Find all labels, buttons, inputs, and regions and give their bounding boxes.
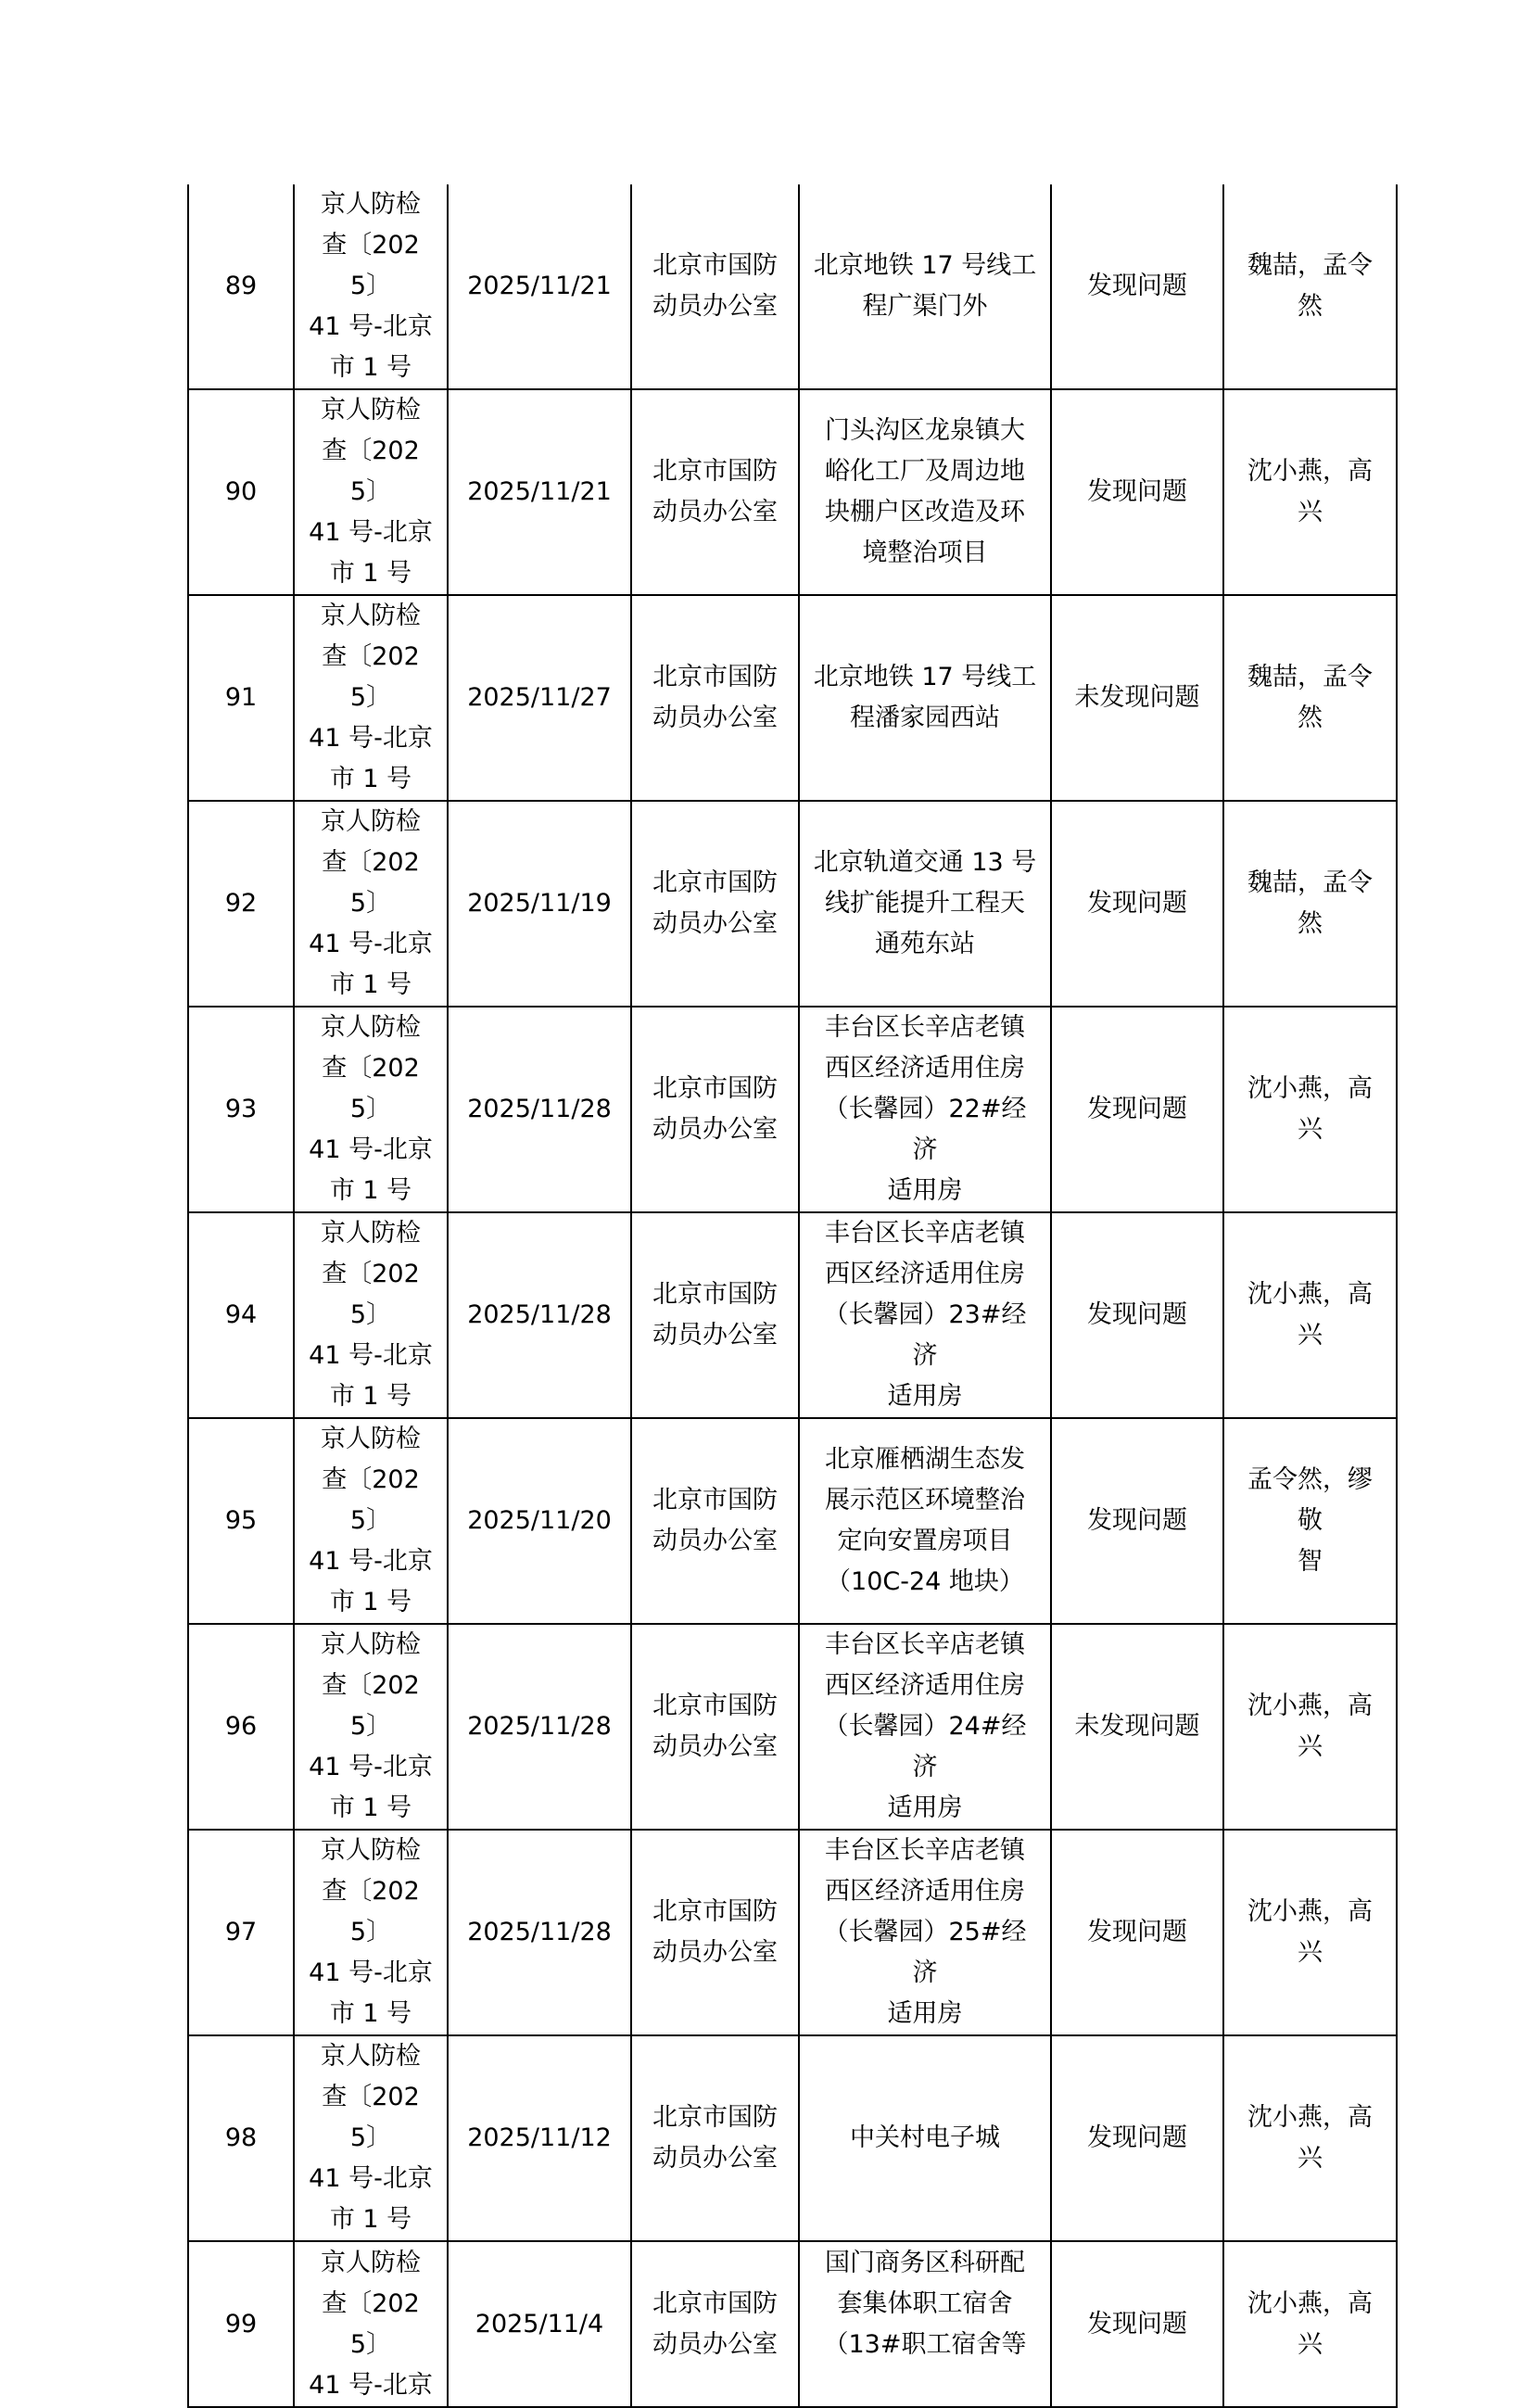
document-number-line: 41 号-北京 — [309, 2371, 433, 2400]
document-number-line: 查〔2025〕 — [322, 437, 420, 506]
inspection-records-table — [187, 184, 1398, 2408]
document-number-line: 京人防检 — [321, 2042, 421, 2071]
organization-line: 北京市国防 — [652, 868, 778, 897]
table-row — [188, 595, 1397, 801]
document-number-cell — [294, 1212, 448, 1418]
project-name-cell — [799, 801, 1051, 1007]
project-name-line: 北京地铁 17 号线工 — [813, 251, 1037, 280]
inspectors-line: 沈小燕，高兴 — [1247, 2103, 1373, 2173]
document-number-line: 市 1 号 — [329, 1793, 412, 1822]
organization-cell — [631, 2241, 799, 2407]
project-name-cell — [799, 1624, 1051, 1830]
document-number-line: 市 1 号 — [329, 1176, 412, 1205]
project-name-line: 西区经济适用住房 — [825, 1671, 1025, 1700]
document-number-line: 京人防检 — [321, 1013, 421, 1042]
inspection-date-cell: 2025/11/28 — [448, 1007, 631, 1212]
project-name-line: （13#职工宿舍等 — [823, 2330, 1027, 2359]
inspection-result-cell: 发现问题 — [1051, 1830, 1223, 2035]
organization-line: 动员办公室 — [652, 2329, 778, 2359]
inspection-result-cell: 发现问题 — [1051, 1418, 1223, 1624]
document-number-line: 京人防检 — [321, 2249, 421, 2277]
inspection-date-cell: 2025/11/4 — [448, 2241, 631, 2407]
inspection-result-cell: 发现问题 — [1051, 2241, 1223, 2407]
project-name-line: 国门商务区科研配 — [825, 2249, 1025, 2277]
inspection-date-cell: 2025/11/12 — [448, 2035, 631, 2241]
organization-cell — [631, 1007, 799, 1212]
document-number-line: 查〔2025〕 — [322, 1465, 420, 1535]
document-number-cell — [294, 595, 448, 801]
project-name-cell — [799, 1830, 1051, 2035]
project-name-line: （长馨园）23#经济 — [823, 1300, 1027, 1370]
document-number-cell — [294, 1624, 448, 1830]
organization-line: 动员办公室 — [652, 1732, 778, 1761]
document-number-line: 市 1 号 — [329, 1588, 412, 1616]
organization-line: 动员办公室 — [652, 2144, 778, 2173]
organization-line: 动员办公室 — [652, 1321, 778, 1350]
record-number-cell: 92 — [188, 801, 294, 1007]
inspection-date-cell: 2025/11/27 — [448, 595, 631, 801]
inspection-date-cell: 2025/11/20 — [448, 1418, 631, 1624]
organization-line: 动员办公室 — [652, 1938, 778, 1967]
project-name-line: 西区经济适用住房 — [825, 1260, 1025, 1288]
project-name-cell — [799, 2035, 1051, 2241]
inspectors-cell — [1223, 1418, 1397, 1624]
project-name-line: 丰台区长辛店老镇 — [825, 1219, 1025, 1248]
organization-line: 动员办公室 — [652, 1115, 778, 1144]
organization-line: 北京市国防 — [652, 663, 778, 691]
inspectors-line: 沈小燕，高兴 — [1247, 1074, 1373, 1144]
inspection-date-cell: 2025/11/28 — [448, 1830, 631, 2035]
document-number-line: 京人防检 — [321, 807, 421, 836]
table-row — [188, 2035, 1397, 2241]
document-number-line: 京人防检 — [321, 396, 421, 425]
organization-line: 动员办公室 — [652, 498, 778, 526]
project-name-line: 程潘家园西站 — [850, 703, 1000, 732]
document-number-cell — [294, 389, 448, 595]
project-name-line: 北京轨道交通 13 号 — [813, 848, 1037, 877]
document-number-line: 41 号-北京 — [309, 930, 433, 958]
project-name-line: 西区经济适用住房 — [825, 1054, 1025, 1083]
project-name-line: 适用房 — [887, 1793, 963, 1822]
document-number-line: 查〔2025〕 — [322, 1671, 420, 1741]
document-number-line: 京人防检 — [321, 1219, 421, 1248]
inspectors-line: 魏喆，孟令然 — [1247, 663, 1373, 732]
project-name-line: 峪化工厂及周边地 — [825, 457, 1025, 486]
project-name-cell — [799, 2241, 1051, 2407]
organization-line: 动员办公室 — [652, 909, 778, 938]
document-number-cell — [294, 184, 448, 389]
table-row — [188, 1007, 1397, 1212]
project-name-cell — [799, 184, 1051, 389]
document-number-cell — [294, 1418, 448, 1624]
organization-cell — [631, 595, 799, 801]
project-name-line: （长馨园）22#经济 — [823, 1095, 1027, 1164]
inspectors-line: 孟令然，缪敬 — [1247, 1465, 1373, 1535]
organization-line: 北京市国防 — [652, 1280, 778, 1309]
project-name-line: 块棚户区改造及环 — [825, 498, 1025, 526]
document-number-line: 市 1 号 — [329, 353, 412, 382]
document-number-line: 市 1 号 — [329, 970, 412, 999]
document-number-cell — [294, 1830, 448, 2035]
inspectors-line: 沈小燕，高兴 — [1247, 2288, 1373, 2359]
organization-line: 北京市国防 — [652, 1897, 778, 1926]
document-number-line: 市 1 号 — [329, 2205, 412, 2234]
inspectors-cell — [1223, 2035, 1397, 2241]
organization-line: 动员办公室 — [652, 703, 778, 732]
table-row — [188, 184, 1397, 389]
inspectors-cell — [1223, 389, 1397, 595]
document-number-line: 41 号-北京 — [309, 2164, 433, 2193]
record-number-cell: 98 — [188, 2035, 294, 2241]
project-name-line: 线扩能提升工程天 — [825, 889, 1025, 918]
document-number-line: 41 号-北京 — [309, 1135, 433, 1164]
project-name-line: 适用房 — [887, 1999, 963, 2028]
inspectors-line: 智 — [1298, 1547, 1323, 1576]
document-number-cell — [294, 2241, 448, 2407]
table-row — [188, 801, 1397, 1007]
inspectors-cell — [1223, 1830, 1397, 2035]
inspection-result-cell: 未发现问题 — [1051, 595, 1223, 801]
document-number-line: 41 号-北京 — [309, 1341, 433, 1370]
document-number-cell — [294, 801, 448, 1007]
project-name-cell — [799, 1212, 1051, 1418]
table-row — [188, 389, 1397, 595]
inspection-date-cell: 2025/11/19 — [448, 801, 631, 1007]
record-number-cell: 91 — [188, 595, 294, 801]
inspectors-line: 沈小燕，高兴 — [1247, 1280, 1373, 1350]
table-row — [188, 1212, 1397, 1418]
project-name-line: 丰台区长辛店老镇 — [825, 1630, 1025, 1659]
document-number-line: 市 1 号 — [329, 765, 412, 793]
organization-cell — [631, 801, 799, 1007]
inspection-date-cell: 2025/11/21 — [448, 389, 631, 595]
organization-cell — [631, 184, 799, 389]
organization-cell — [631, 1418, 799, 1624]
document-number-cell — [294, 1007, 448, 1212]
organization-line: 北京市国防 — [652, 457, 778, 486]
project-name-line: 境整治项目 — [862, 539, 988, 567]
project-name-line: 程广渠门外 — [862, 292, 988, 321]
document-number-line: 查〔2025〕 — [322, 2289, 420, 2359]
table-body — [188, 184, 1397, 2407]
document-number-line: 市 1 号 — [329, 559, 412, 588]
inspection-result-cell: 发现问题 — [1051, 184, 1223, 389]
organization-line: 动员办公室 — [652, 1527, 778, 1555]
record-number-cell: 89 — [188, 184, 294, 389]
inspection-date-cell: 2025/11/28 — [448, 1624, 631, 1830]
document-number-line: 41 号-北京 — [309, 312, 433, 341]
project-name-cell — [799, 1007, 1051, 1212]
record-number-cell: 93 — [188, 1007, 294, 1212]
table-row — [188, 2241, 1397, 2407]
project-name-line: 丰台区长辛店老镇 — [825, 1836, 1025, 1865]
project-name-line: 北京雁栖湖生态发 — [825, 1445, 1025, 1474]
project-name-line: 中关村电子城 — [850, 2123, 1000, 2152]
document-number-line: 查〔2025〕 — [322, 642, 420, 712]
document-number-line: 市 1 号 — [329, 1382, 412, 1411]
inspection-result-cell: 发现问题 — [1051, 1212, 1223, 1418]
inspection-date-cell: 2025/11/28 — [448, 1212, 631, 1418]
project-name-line: （长馨园）24#经济 — [823, 1712, 1027, 1781]
document-number-line: 京人防检 — [321, 1836, 421, 1865]
project-name-cell — [799, 595, 1051, 801]
inspectors-cell — [1223, 2241, 1397, 2407]
document-number-line: 查〔2025〕 — [322, 1054, 420, 1123]
inspectors-line: 魏喆，孟令然 — [1247, 868, 1373, 938]
inspectors-cell — [1223, 595, 1397, 801]
record-number-cell: 96 — [188, 1624, 294, 1830]
project-name-line: 通苑东站 — [875, 930, 975, 958]
organization-line: 北京市国防 — [652, 2288, 778, 2318]
project-name-line: 门头沟区龙泉镇大 — [825, 416, 1025, 445]
organization-line: 北京市国防 — [652, 1692, 778, 1720]
inspection-date-cell: 2025/11/21 — [448, 184, 631, 389]
record-number-cell: 99 — [188, 2241, 294, 2407]
record-number-cell: 90 — [188, 389, 294, 595]
organization-line: 北京市国防 — [652, 251, 778, 280]
project-name-line: 适用房 — [887, 1382, 963, 1411]
project-name-line: 定向安置房项目 — [837, 1527, 1013, 1555]
organization-cell — [631, 2035, 799, 2241]
project-name-line: 套集体职工宿舍 — [837, 2289, 1013, 2318]
document-number-line: 41 号-北京 — [309, 1547, 433, 1576]
inspection-result-cell: 发现问题 — [1051, 389, 1223, 595]
project-name-line: 丰台区长辛店老镇 — [825, 1013, 1025, 1042]
project-name-line: （10C-24 地块） — [826, 1567, 1024, 1596]
organization-line: 北京市国防 — [652, 1074, 778, 1103]
project-name-cell — [799, 389, 1051, 595]
inspectors-line: 沈小燕，高兴 — [1247, 457, 1373, 526]
document-number-line: 查〔2025〕 — [322, 1260, 420, 1329]
project-name-line: 展示范区环境整治 — [825, 1486, 1025, 1515]
document-number-line: 41 号-北京 — [309, 1753, 433, 1781]
table-row — [188, 1624, 1397, 1830]
inspectors-line: 沈小燕，高兴 — [1247, 1692, 1373, 1761]
inspectors-cell — [1223, 1007, 1397, 1212]
document-number-line: 查〔2025〕 — [322, 231, 420, 300]
project-name-line: 适用房 — [887, 1176, 963, 1205]
organization-line: 北京市国防 — [652, 1486, 778, 1515]
inspectors-line: 沈小燕，高兴 — [1247, 1897, 1373, 1967]
document-number-line: 查〔2025〕 — [322, 848, 420, 918]
document-number-line: 41 号-北京 — [309, 1958, 433, 1987]
record-number-cell: 97 — [188, 1830, 294, 2035]
inspectors-cell — [1223, 184, 1397, 389]
document-number-line: 41 号-北京 — [309, 724, 433, 753]
document-number-line: 京人防检 — [321, 1630, 421, 1659]
document-number-line: 市 1 号 — [329, 1999, 412, 2028]
document-number-line: 京人防检 — [321, 190, 421, 219]
organization-cell — [631, 1212, 799, 1418]
document-number-line: 查〔2025〕 — [322, 1877, 420, 1946]
organization-cell — [631, 389, 799, 595]
project-name-line: 西区经济适用住房 — [825, 1877, 1025, 1906]
record-number-cell: 94 — [188, 1212, 294, 1418]
project-name-line: 北京地铁 17 号线工 — [813, 663, 1037, 691]
record-number-cell: 95 — [188, 1418, 294, 1624]
inspectors-cell — [1223, 1624, 1397, 1830]
project-name-cell — [799, 1418, 1051, 1624]
inspectors-line: 魏喆，孟令然 — [1247, 251, 1373, 321]
inspection-result-cell: 发现问题 — [1051, 801, 1223, 1007]
inspection-result-cell: 发现问题 — [1051, 1007, 1223, 1212]
document-number-line: 41 号-北京 — [309, 518, 433, 547]
table-row — [188, 1418, 1397, 1624]
document-number-cell — [294, 2035, 448, 2241]
inspectors-cell — [1223, 1212, 1397, 1418]
document-number-line: 查〔2025〕 — [322, 2083, 420, 2152]
document-number-line: 京人防检 — [321, 602, 421, 630]
organization-cell — [631, 1830, 799, 2035]
document-number-line: 京人防检 — [321, 1425, 421, 1453]
inspection-result-cell: 未发现问题 — [1051, 1624, 1223, 1830]
table-row — [188, 1830, 1397, 2035]
inspectors-cell — [1223, 801, 1397, 1007]
organization-cell — [631, 1624, 799, 1830]
organization-line: 北京市国防 — [652, 2103, 778, 2132]
inspection-result-cell: 发现问题 — [1051, 2035, 1223, 2241]
organization-line: 动员办公室 — [652, 292, 778, 321]
project-name-line: （长馨园）25#经济 — [823, 1918, 1027, 1987]
